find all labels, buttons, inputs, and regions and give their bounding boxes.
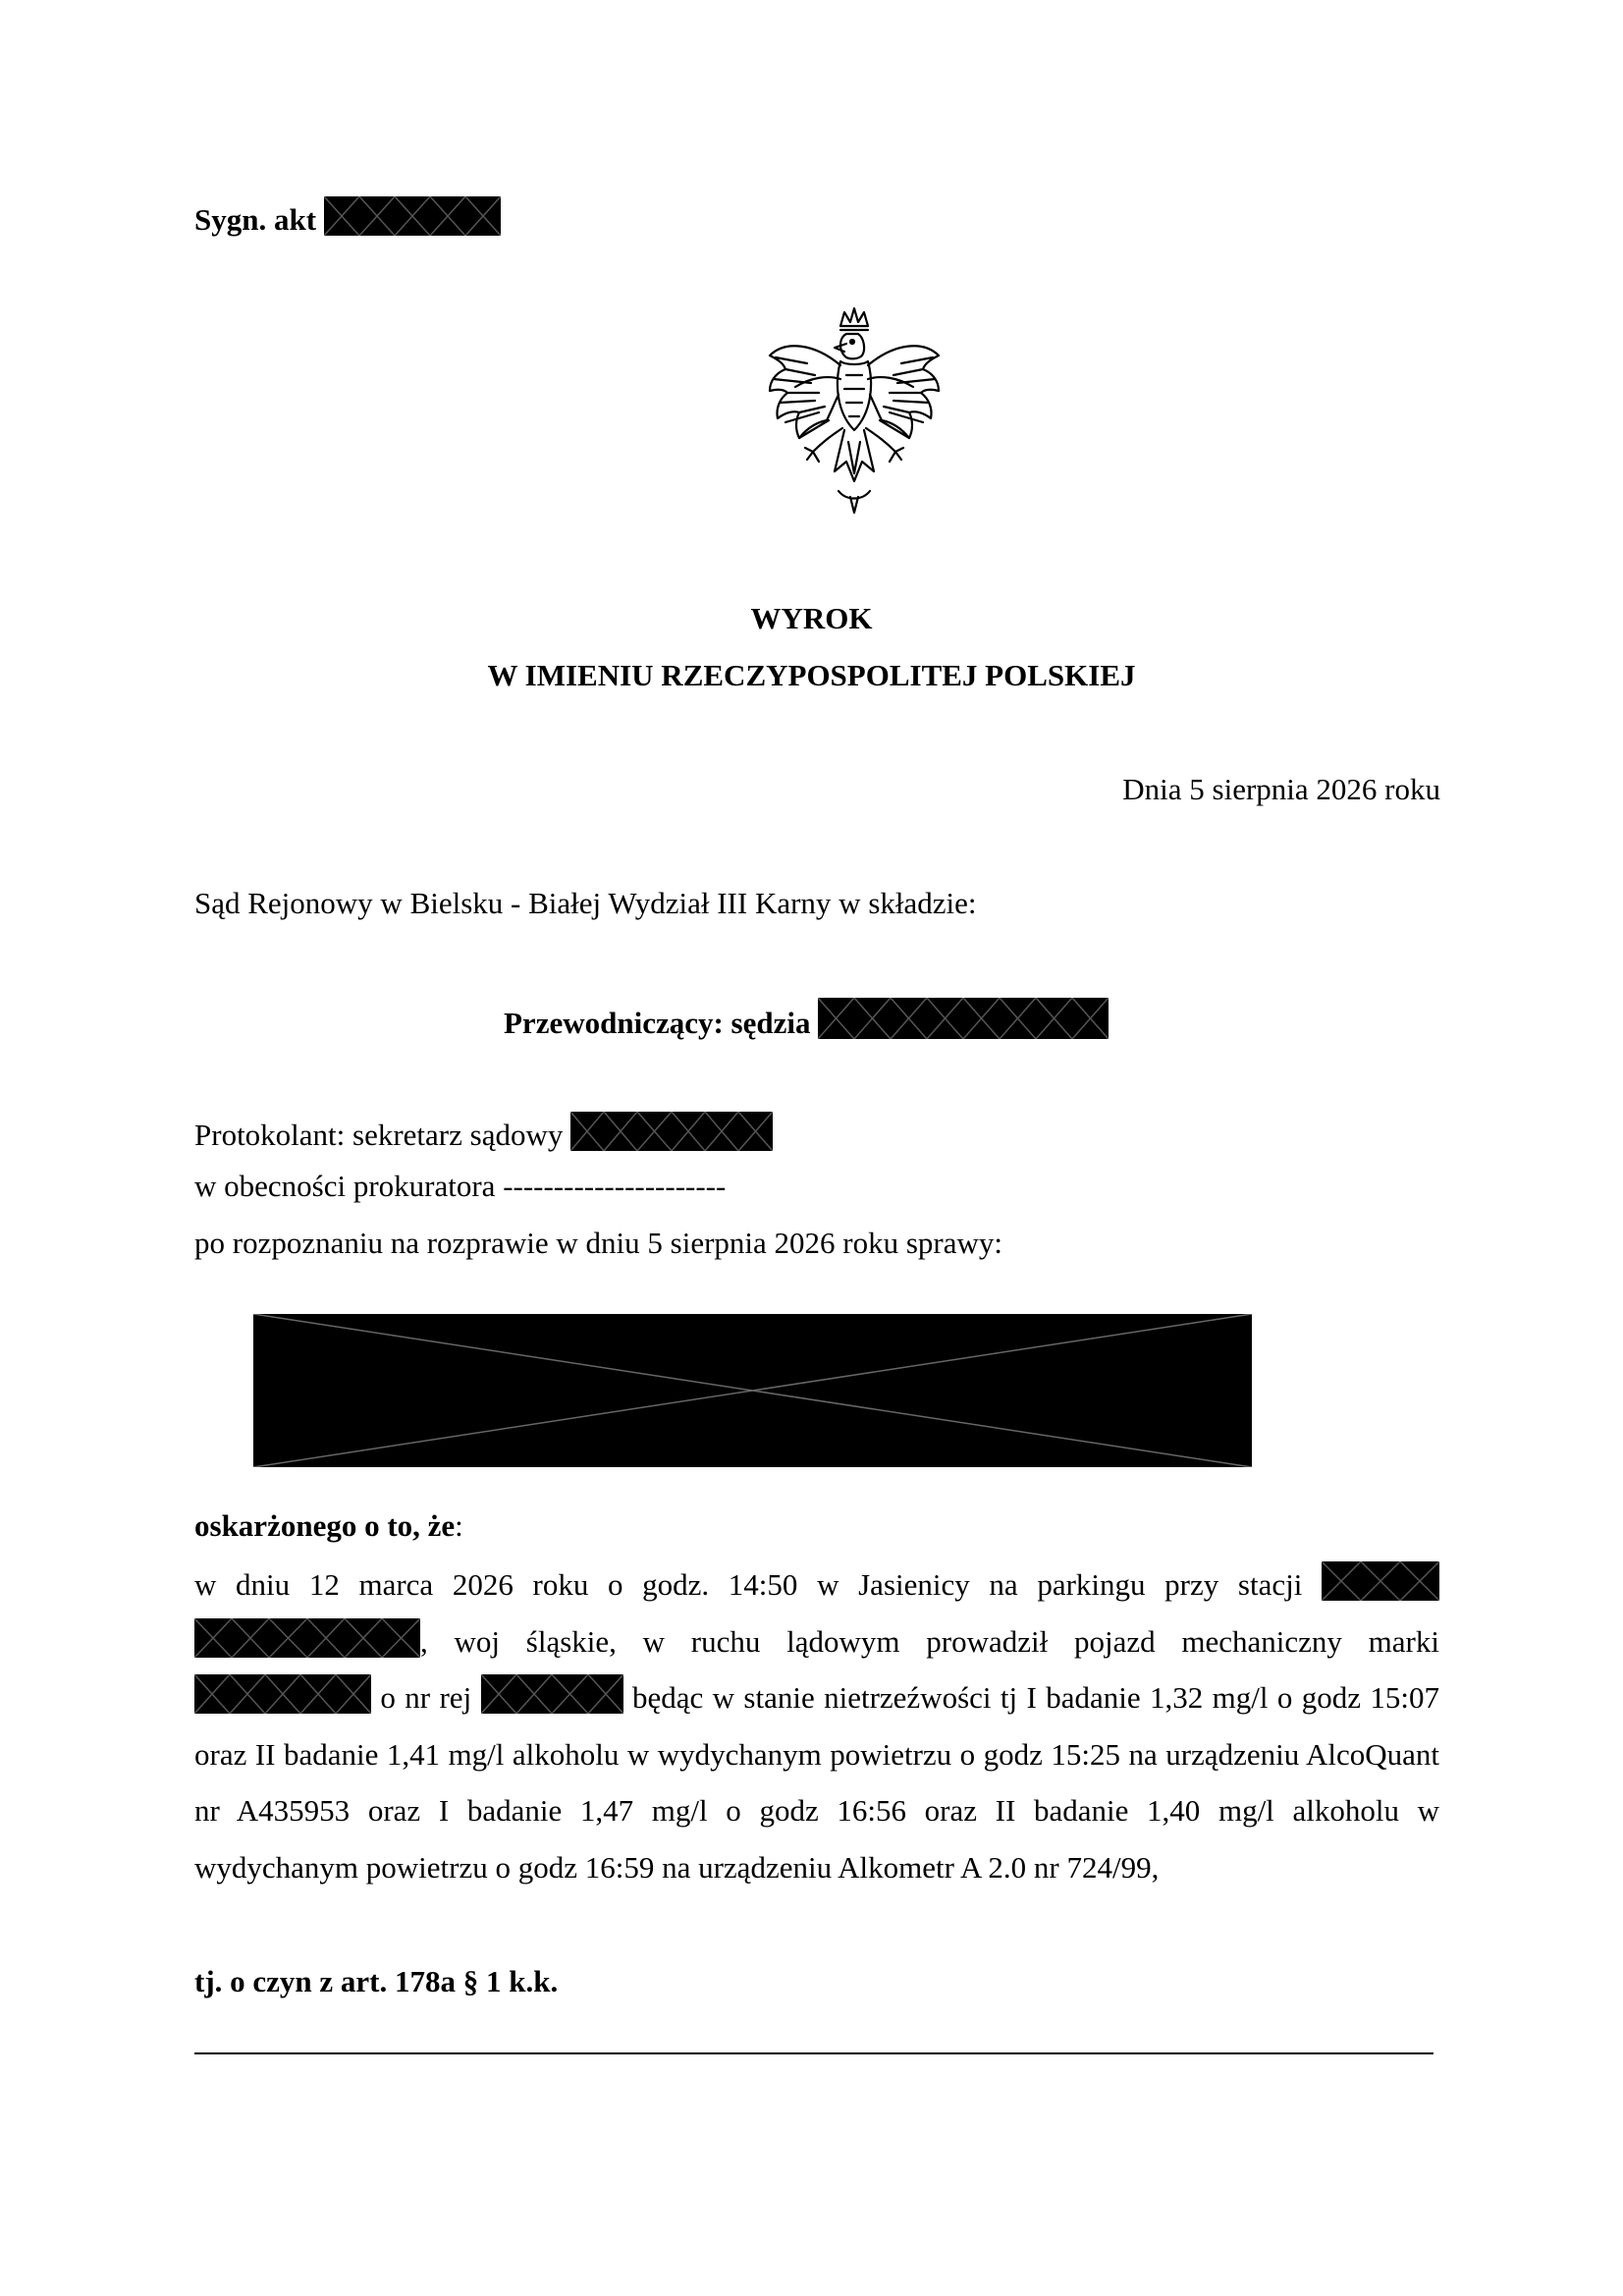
court-composition: Sąd Rejonowy w Bielsku - Białej Wydział III Karny w składzie:: [194, 886, 977, 920]
judgment-title: WYROK: [750, 601, 873, 635]
judgment-date: Dnia 5 sierpnia 2026 roku: [1122, 772, 1440, 806]
case-signature: [194, 196, 501, 238]
charge-text-3: o nr rej: [380, 1680, 472, 1716]
clerk-line: [194, 1112, 773, 1153]
redaction-box: [194, 1618, 420, 1658]
case-signature-label: Sygn. akt: [194, 202, 317, 237]
prosecutor-line: w obecności prokuratora ----------------------: [194, 1169, 727, 1203]
redaction-box: [481, 1674, 623, 1714]
redaction-box: [818, 998, 1109, 1039]
charge-heading-text: oskarżonego o to, że: [194, 1508, 456, 1543]
clerk-label: Protokolant: sekretarz sądowy: [194, 1118, 564, 1152]
redaction-box: [324, 196, 501, 236]
redaction-box: [194, 1674, 371, 1714]
charge-heading: [194, 1508, 463, 1544]
charge-text-1: w dniu 12 marca 2026 roku o godz. 14:50 w Jasienicy na parkingu przy stacji: [194, 1567, 1303, 1602]
polish-eagle-emblem-icon: [756, 304, 952, 520]
redaction-box: [570, 1112, 773, 1151]
presiding-judge-label: Przewodniczący: sędzia: [504, 1006, 811, 1040]
charge-text-2: , woj śląskie, w ruchu lądowym prowadził pojazd mechaniczny marki: [420, 1623, 1439, 1659]
legal-basis: tj. o czyn z art. 178a § 1 k.k.: [194, 1964, 559, 1998]
charge-text-4: będąc w stanie nietrzeźwości tj I badanie 1,32 mg/l o godz 15:07 oraz II badanie 1,41 mg/l alkoholu w wydychanym powietrzu o godz 15:25 na urządzeniu AlcoQuant nr A435953 oraz I badanie 1,47 mg/l o godz 16:56 oraz II badanie 1,40 mg/l alkoholu w wydychanym powietrzu o godz 16:59 na urządzeniu Alkometr A 2.0 nr 724/99,: [194, 1680, 1439, 1885]
hearing-line: po rozpoznaniu na rozprawie w dniu 5 sierpnia 2026 roku sprawy:: [194, 1226, 1002, 1260]
charge-description: [194, 1557, 1439, 1896]
horizontal-rule: [194, 2052, 1434, 2054]
redaction-box: [1322, 1561, 1439, 1601]
redaction-block: [253, 1314, 1252, 1467]
charge-heading-colon: :: [455, 1508, 463, 1543]
presiding-judge: [504, 998, 1109, 1041]
judgment-subtitle: W IMIENIU RZECZYPOSPOLITEJ POLSKIEJ: [487, 658, 1136, 692]
